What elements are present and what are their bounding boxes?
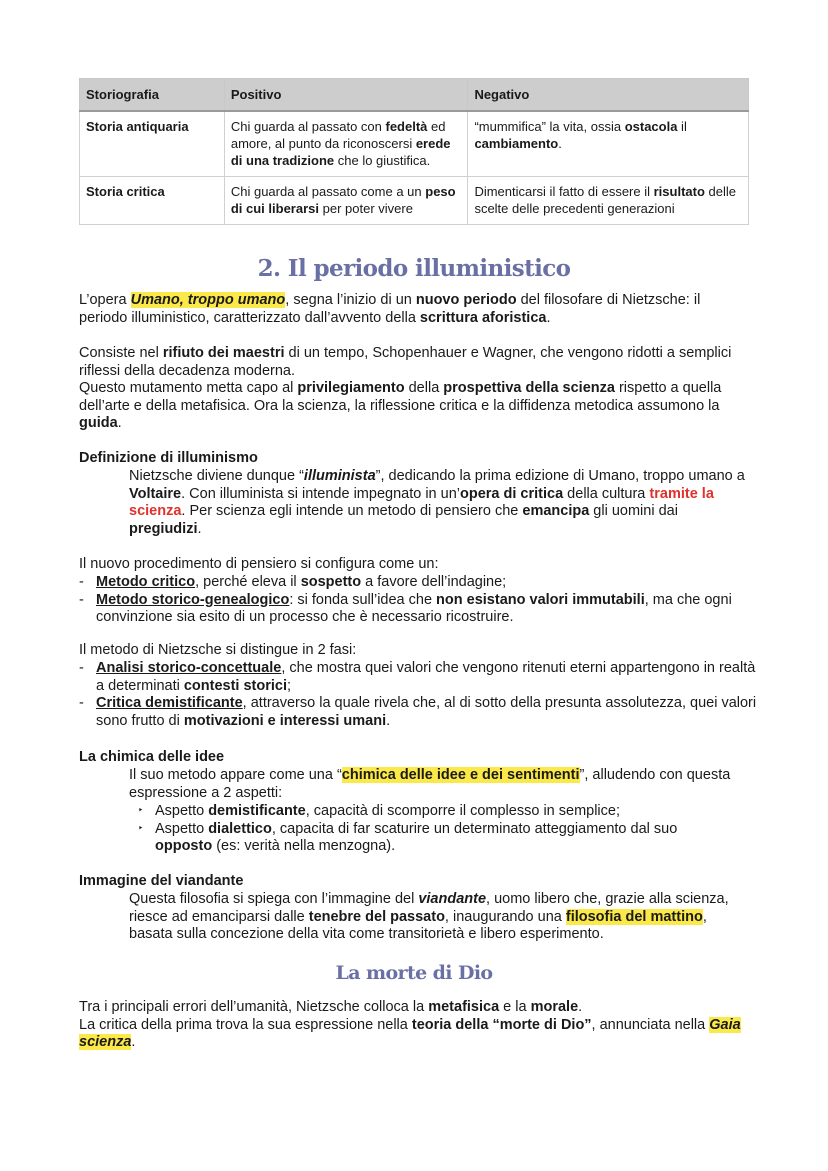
wanderer-heading: Immagine del viandante — [79, 873, 244, 889]
bold-text: fedeltà — [385, 119, 428, 134]
text-run: il — [677, 119, 687, 134]
header-cell: Negativo — [468, 79, 749, 112]
text-run: . — [131, 1034, 136, 1051]
text-run: delle scelte delle precedenti generazioni — [474, 184, 736, 216]
intro-paragraph — [79, 292, 751, 327]
list-item — [138, 821, 738, 856]
highlighted-text: Gaia scienza — [79, 1016, 741, 1051]
list-item-text — [155, 821, 677, 855]
text-run: rispetto a quella dell’arte e della metafisica. Ora la scienza, la riflessione critica e la diffidenza metodica assumono la — [79, 380, 722, 414]
text-run: Il suo metodo appare come una “ — [129, 767, 342, 783]
phases-list — [79, 660, 759, 730]
bold-text: viandante — [418, 891, 487, 907]
text-run: . — [546, 309, 551, 326]
bold-text: teoria della “morte di Dio” — [411, 1016, 592, 1033]
positive-cell — [224, 111, 468, 177]
text-run: di un tempo, Schopenhauer e Wagner, che vengono ridotti a semplici riflessi della decadenza moderna. — [79, 345, 732, 379]
bold-text: motivazioni e interessi umani — [183, 712, 387, 729]
table-header-row — [80, 79, 749, 112]
text-run: , attraverso la quale rivela che, al di sotto della presunta assolutezza, quei valori sono frutto di — [96, 695, 757, 729]
bold-text: peso di cui liberarsi — [230, 184, 456, 216]
bold-text: morale — [530, 999, 579, 1015]
definition-heading: Definizione di illuminismo — [79, 450, 258, 466]
bold-text: sospetto — [300, 574, 362, 590]
bold-text: tenebre del passato — [308, 908, 445, 925]
bold-text: erede di una tradizione — [230, 136, 451, 168]
text-run: , capacita di far scaturire un determinato atteggiamento dal suo — [271, 820, 678, 837]
text-run: Consiste nel — [79, 345, 163, 361]
section-title: 2. Il periodo illuministico — [257, 255, 571, 282]
text-run: Chi guarda al passato con — [230, 119, 386, 134]
text-run: (es: verità nella menzogna). — [212, 838, 396, 855]
bold-text: opera di critica — [460, 485, 564, 502]
text-run: Tra i principali errori dell’umanità, Nietzsche colloca la — [79, 999, 429, 1015]
text-run: , annunciata nella — [591, 1016, 710, 1033]
list-item-text — [96, 574, 506, 590]
text-run: Nietzsche diviene dunque “ — [129, 468, 304, 484]
bullet-marker: ‣ — [138, 822, 144, 833]
bold-text: illuminista — [303, 468, 376, 484]
procedure-list — [79, 574, 759, 627]
list-item-text — [155, 803, 620, 819]
negative-cell — [468, 111, 749, 177]
text-run: ”, dedicando la prima edizione di Umano, troppo umano a — [375, 468, 745, 484]
text-run: , perché eleva il — [195, 574, 301, 590]
text-run: , inaugurando una — [444, 908, 566, 925]
list-item-text — [96, 660, 755, 694]
text-run: Questo mutamento metta capo al — [79, 380, 298, 397]
bold-text: privilegiamento — [297, 380, 405, 397]
text-run: della — [404, 380, 444, 397]
bullet-marker: ‣ — [138, 805, 144, 815]
text-run: L’opera — [79, 292, 131, 308]
table-row — [80, 111, 749, 177]
wanderer-body — [129, 891, 751, 944]
bold-text: metafisica — [428, 999, 500, 1015]
scientific-perspective-paragraph — [79, 345, 751, 433]
procedure-intro: Il nuovo procedimento di pensiero si configura come un: — [79, 556, 439, 572]
text-run: . — [386, 712, 391, 729]
text-run: gli uomini dai — [589, 503, 678, 520]
negative-cell — [468, 177, 749, 225]
list-item — [138, 803, 738, 821]
bold-text: cambiamento — [474, 136, 559, 151]
subsection-title: La morte di Dio — [335, 962, 493, 984]
highlighted-text: Umano, troppo umano — [130, 292, 286, 308]
text-run: Chi guarda al passato come a un — [230, 184, 426, 199]
text-run: . — [117, 415, 122, 432]
list-item-text — [96, 592, 732, 626]
bold-text: demistificante — [208, 803, 306, 819]
bold-text: pregiudizi — [129, 520, 198, 537]
text-run: . — [578, 999, 583, 1015]
text-run: Aspetto — [155, 803, 209, 819]
bold-text: Critica demistificante — [96, 695, 243, 712]
text-run: , uomo libero che, grazie alla scienza, riesce ad emanciparsi dalle — [129, 891, 729, 925]
text-run: del filosofare di Nietzsche: il periodo illuministico, caratterizzato dall’avvento della — [79, 292, 701, 326]
chemistry-body — [129, 767, 751, 802]
storiografia-table — [79, 78, 749, 225]
text-run: ”, alludendo con questa espressione a 2 aspetti: — [129, 767, 731, 801]
text-run: La critica della prima trova la sua espressione nella — [79, 1016, 412, 1033]
dash-marker: - — [79, 574, 84, 590]
bold-text: Metodo storico-genealogico — [96, 591, 290, 608]
dash-marker: - — [79, 695, 84, 712]
bold-text: contesti storici — [183, 677, 287, 694]
text-run: Dimenticarsi il fatto di essere il — [474, 184, 654, 199]
text-run: a favore dell’indagine; — [361, 574, 507, 590]
list-item — [79, 574, 759, 592]
list-item-text — [96, 695, 756, 729]
text-run: Aspetto — [155, 820, 209, 837]
bold-text: dialettico — [208, 820, 272, 837]
bold-text: Analisi storico-concettuale — [96, 660, 282, 676]
text-run: , basata sulla concezione della vita come transitorietà e libero esperimento. — [129, 908, 707, 943]
bold-text: Metodo critico — [96, 574, 196, 590]
dash-marker: - — [79, 660, 84, 676]
bold-text: nuovo periodo — [415, 292, 517, 308]
text-run: che lo giustifica. — [334, 153, 431, 168]
death-of-god-paragraph — [79, 999, 751, 1052]
bold-text: opposto — [155, 838, 213, 855]
bold-text: ostacola — [624, 119, 678, 134]
text-run: “mummifica” la vita, ossia — [474, 119, 625, 134]
text-run: ; — [287, 677, 292, 694]
bold-text: emancipa — [522, 503, 590, 520]
text-run: . — [197, 520, 202, 537]
definition-body — [129, 468, 751, 538]
row-name-cell: Storia antiquaria — [80, 111, 225, 177]
table-row — [80, 177, 749, 225]
bold-text: guida — [79, 415, 118, 432]
text-run: . Con illuminista si intende impegnato in un’ — [181, 485, 460, 502]
text-run: , ma che ogni convinzione sia esito di un processo che è necessario ricostruire. — [96, 591, 732, 626]
highlighted-text: filosofia del mattino — [565, 908, 703, 925]
header-cell: Positivo — [224, 79, 468, 112]
text-run: . Per scienza egli intende un metodo di pensiero che — [181, 503, 523, 520]
text-run: ed amore, al punto da riconoscersi — [230, 119, 446, 151]
bold-text: risultato — [653, 184, 705, 199]
text-run: e la — [499, 999, 531, 1015]
text-run: per poter vivere — [319, 201, 413, 216]
highlighted-text: chimica delle idee e dei sentimenti — [341, 767, 580, 783]
text-run: della cultura — [563, 485, 650, 502]
row-name-cell: Storia critica — [80, 177, 225, 225]
bold-text: prospettiva della scienza — [443, 380, 615, 397]
bold-text: non esistano valori immutabili — [436, 591, 645, 608]
text-run: , capacità di scomporre il complesso in semplice; — [305, 803, 620, 819]
list-item — [79, 695, 759, 730]
aspects-list — [138, 803, 738, 856]
list-item — [79, 592, 759, 627]
bold-text: rifiuto dei maestri — [162, 345, 285, 361]
header-cell: Storiografia — [80, 79, 225, 112]
phases-intro: Il metodo di Nietzsche si distingue in 2 fasi: — [79, 642, 357, 658]
bold-text: Voltaire — [129, 485, 182, 502]
bold-text: scrittura aforistica — [419, 309, 547, 326]
text-run: : si fonda sull’idea che — [289, 591, 437, 608]
text-run: , segna l’inizio di un — [285, 292, 416, 308]
text-run: , che mostra quei valori che vengono ritenuti eterni appartengono in realtà a determinati — [96, 660, 756, 694]
chemistry-heading: La chimica delle idee — [79, 749, 225, 765]
list-item — [79, 660, 759, 695]
dash-marker: - — [79, 591, 84, 608]
positive-cell — [224, 177, 468, 225]
red-emphasis-text: tramite la scienza — [129, 485, 714, 520]
text-run: . — [558, 136, 562, 151]
text-run: Questa filosofia si spiega con l’immagine del — [129, 891, 419, 907]
